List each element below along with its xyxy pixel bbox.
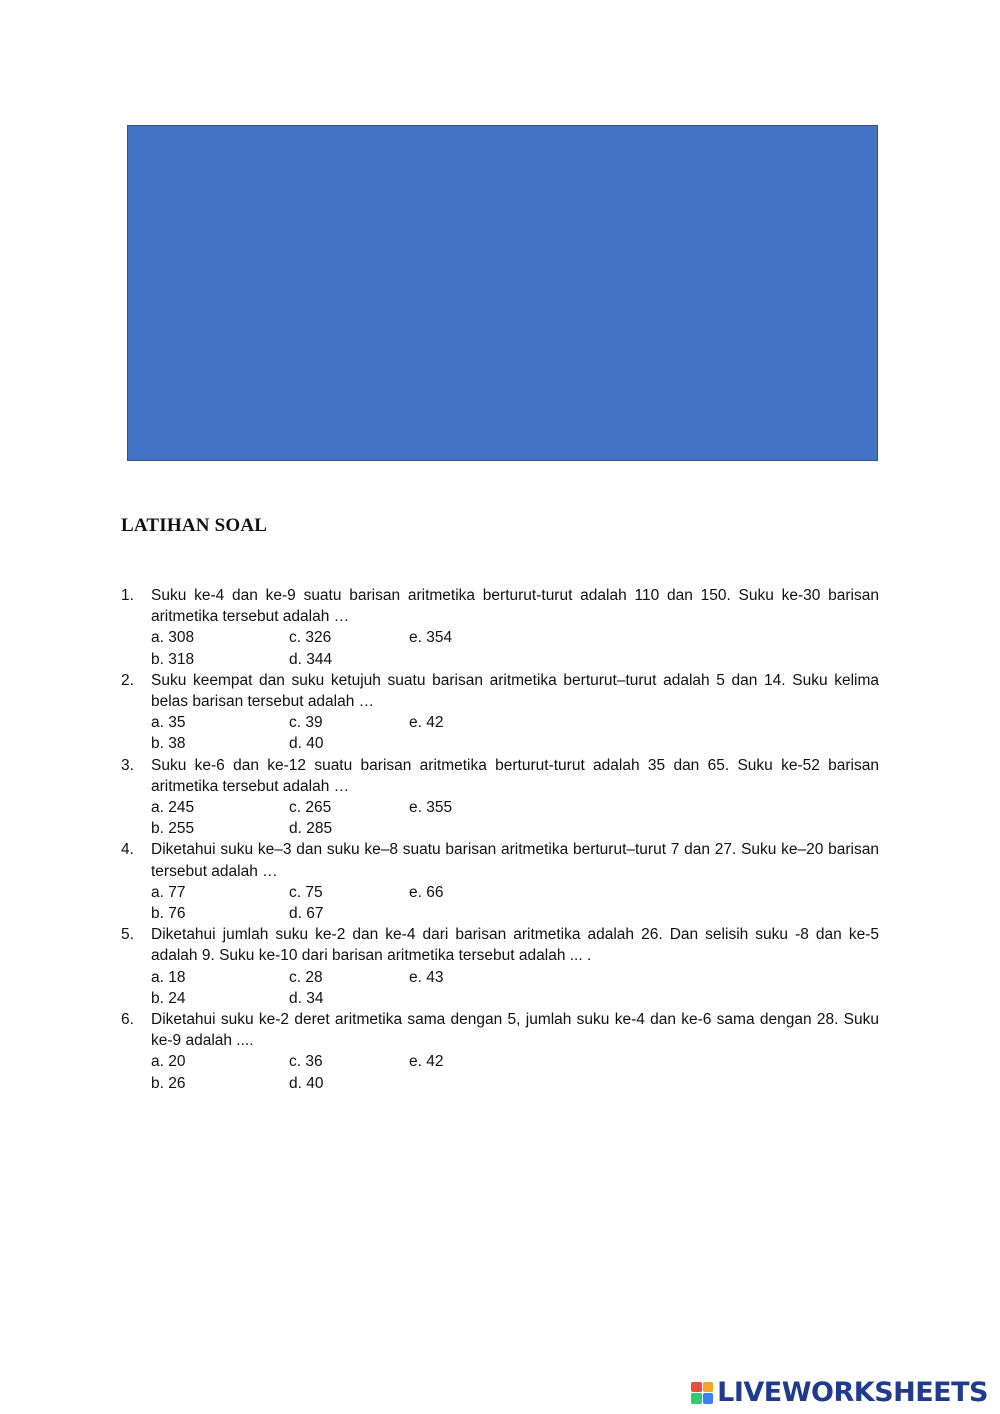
- question-text: Suku ke-6 dan ke-12 suatu barisan aritmetika berturut-turut adalah 35 dan 65. Suku ke-52 barisan aritmetika tersebut adalah …: [151, 756, 879, 795]
- question-item: [121, 670, 879, 755]
- option-row: [151, 712, 879, 733]
- question-text: Suku ke-4 dan ke-9 suatu barisan aritmetika berturut-turut adalah 110 dan 150. Suku ke-30 barisan aritmetika tersebut adalah …: [151, 587, 879, 626]
- question-number: 5.: [121, 926, 134, 944]
- question-item: [121, 755, 879, 840]
- option-b[interactable]: b. 76: [151, 904, 186, 922]
- option-e[interactable]: e. 66: [409, 883, 444, 901]
- option-e[interactable]: e. 354: [409, 629, 453, 647]
- option-c[interactable]: c. 326: [289, 629, 332, 647]
- question-number: 1.: [121, 587, 134, 604]
- option-row: [151, 627, 879, 648]
- option-c[interactable]: c. 75: [289, 883, 323, 901]
- option-d[interactable]: d. 40: [289, 735, 324, 753]
- option-row: [151, 649, 879, 670]
- option-a[interactable]: a. 77: [151, 883, 186, 901]
- question-number: 2.: [121, 671, 134, 689]
- option-b[interactable]: b. 38: [151, 735, 186, 753]
- option-a[interactable]: a. 308: [151, 629, 195, 647]
- option-c[interactable]: c. 28: [289, 968, 323, 986]
- option-b[interactable]: b. 318: [151, 650, 195, 668]
- option-row: [151, 1073, 879, 1094]
- option-e[interactable]: e. 42: [409, 1053, 444, 1071]
- option-b[interactable]: b. 24: [151, 989, 186, 1007]
- question-text: Diketahui suku ke-2 deret aritmetika sama dengan 5, jumlah suku ke-4 dan ke-6 sama dengan 28. Suku ke-9 adalah ....: [151, 1010, 879, 1050]
- question-item: [121, 1009, 879, 1094]
- question-list: [121, 585, 879, 1094]
- option-c[interactable]: c. 36: [289, 1053, 323, 1071]
- option-c[interactable]: c. 39: [289, 714, 323, 732]
- question-number: 6.: [121, 1010, 134, 1028]
- option-row: [151, 733, 879, 754]
- option-a[interactable]: a. 20: [151, 1053, 186, 1071]
- option-d[interactable]: d. 34: [289, 989, 324, 1007]
- question-number: 3.: [121, 756, 134, 774]
- option-d[interactable]: d. 67: [289, 904, 324, 922]
- blue-placeholder-box: [127, 125, 878, 461]
- option-e[interactable]: e. 355: [409, 798, 453, 816]
- question-number: 4.: [121, 841, 134, 859]
- option-e[interactable]: e. 43: [409, 968, 444, 986]
- liveworksheets-brand: [691, 1377, 988, 1408]
- liveworksheets-logo-icon: [691, 1382, 713, 1404]
- option-row: [151, 797, 879, 818]
- option-row: [151, 882, 879, 903]
- question-item: [121, 924, 879, 1009]
- logo-cell: [691, 1393, 702, 1404]
- option-e[interactable]: e. 42: [409, 714, 444, 732]
- option-row: [151, 1051, 879, 1072]
- logo-cell: [691, 1382, 702, 1393]
- option-a[interactable]: a. 35: [151, 714, 186, 732]
- option-a[interactable]: a. 245: [151, 798, 195, 816]
- option-d[interactable]: d. 285: [289, 820, 333, 838]
- option-row: [151, 967, 879, 988]
- page-heading: LATIHAN SOAL: [121, 515, 268, 536]
- option-row: [151, 988, 879, 1009]
- option-row: [151, 903, 879, 924]
- question-item: [121, 585, 879, 670]
- question-item: [121, 839, 879, 924]
- question-text: Diketahui jumlah suku ke-2 dan ke-4 dari barisan aritmetika adalah 26. Dan selisih suku -8 dan ke-5 adalah 9. Suku ke-10 dari barisan aritmetika tersebut adalah ... .: [151, 926, 879, 965]
- option-d[interactable]: d. 344: [289, 650, 333, 668]
- option-d[interactable]: d. 40: [289, 1074, 324, 1092]
- logo-cell: [703, 1382, 714, 1393]
- logo-cell: [703, 1393, 714, 1404]
- question-text: Suku keempat dan suku ketujuh suatu barisan aritmetika berturut–turut adalah 5 dan 14. Suku kelima belas barisan tersebut adalah …: [151, 671, 879, 710]
- question-text: Diketahui suku ke–3 dan suku ke–8 suatu barisan aritmetika berturut–turut 7 dan 27. Suku ke–20 barisan tersebut adalah …: [151, 841, 879, 880]
- brand-text: LIVEWORKSHEETS: [717, 1377, 988, 1408]
- option-a[interactable]: a. 18: [151, 968, 186, 986]
- option-b[interactable]: b. 255: [151, 820, 195, 838]
- option-c[interactable]: c. 265: [289, 798, 332, 816]
- option-b[interactable]: b. 26: [151, 1074, 186, 1092]
- option-row: [151, 818, 879, 839]
